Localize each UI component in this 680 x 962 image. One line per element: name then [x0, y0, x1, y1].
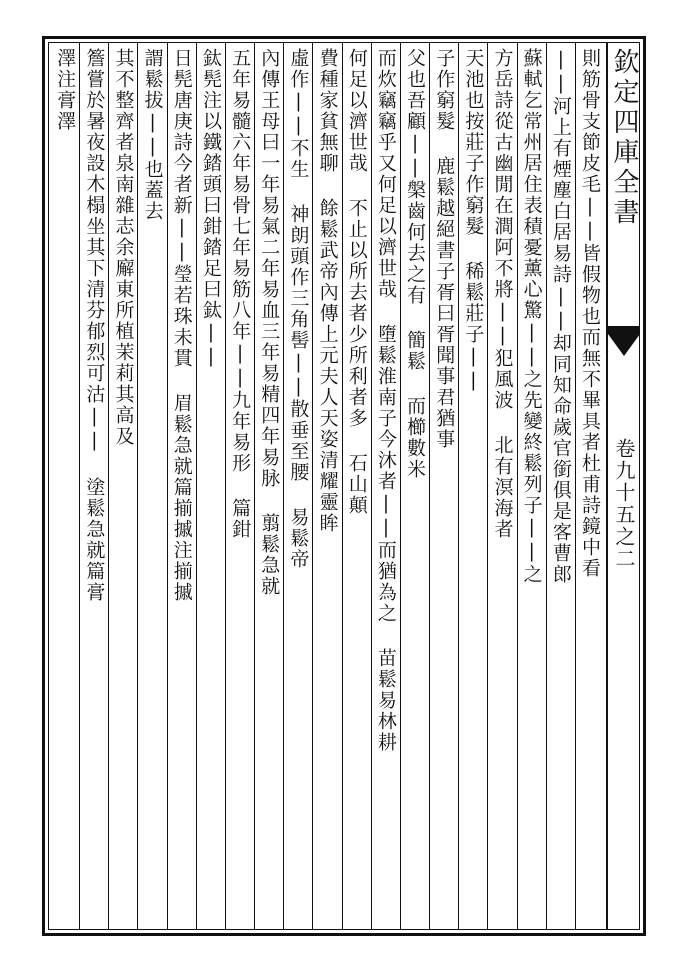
- column-rule: [429, 42, 430, 930]
- text-column: 其不整齊者泉南雜志余廨東所植茉莉其高及: [112, 48, 135, 447]
- text-column: 五年易髓六年易骨七年易筋八年||九年易形 篇鉗: [229, 48, 252, 540]
- banner-column: [606, 42, 640, 930]
- text-column: 簷嘗於暑夜設木榻坐其下清芬郁烈可沽|| 塗鬆急就篇膏: [83, 48, 106, 603]
- column-rule: [517, 42, 518, 930]
- column-rule: [312, 42, 313, 930]
- column-rule: [79, 42, 80, 930]
- text-column: 蘇軾乞常州居住表積憂薰心驚||之先變終鬆列子||之: [520, 48, 543, 585]
- text-column: 謂鬆拔||也蓋去: [141, 48, 164, 222]
- column-rule: [254, 42, 255, 930]
- column-rule: [458, 42, 459, 930]
- text-column: 父也吾顧||槃齒何去之有 簡鬆 而櫛數米: [404, 48, 427, 480]
- column-rule: [400, 42, 401, 930]
- text-column: 澤注膏澤: [54, 48, 77, 132]
- text-column: 子作窮髮 鹿鬆越絕書子胥曰胥聞事君猶事: [433, 48, 456, 450]
- text-column: 則筋骨支節皮毛||皆假物也而無不畢具者杜甫詩鏡中看: [578, 48, 601, 579]
- fishtail-mark: [608, 334, 640, 356]
- text-column: 鈦髡注以鐵錔頭曰鉗錔足曰鈦||: [199, 48, 222, 369]
- column-rule: [342, 42, 343, 930]
- column-rule: [167, 42, 168, 930]
- fishtail-mark-bar: [608, 326, 640, 334]
- text-column: 費種家貧無聊 餘鬆武帝內傳上元夫人天姿清耀靈眸: [316, 48, 339, 534]
- text-column: ||河上有煙塵白居易詩||却同知命歲官銜俱是客曹郎: [549, 48, 572, 585]
- column-rule: [371, 42, 372, 930]
- volume-number: 卷九十五之二: [612, 438, 636, 570]
- text-column: 方岳詩從古幽閒在澗阿不將||犯風波 北有溟海者: [491, 48, 514, 540]
- column-rule: [283, 42, 284, 930]
- text-column: 何足以濟世哉 不止以所去者少所利者多 石山顛: [345, 48, 368, 516]
- column-rule: [546, 42, 547, 930]
- column-rule: [137, 42, 138, 930]
- column-rule: [225, 42, 226, 930]
- book-title: 欽定四庫全書: [609, 48, 639, 228]
- column-rule: [575, 42, 576, 930]
- text-column: 內傳王母曰一年易氣二年易血三年易精四年易脉 翦鬆急就: [258, 48, 281, 597]
- text-column: 日髡唐庚詩今者新||瑩若珠未貫 眉鬆急就篇揃摵注揃摵: [170, 48, 193, 603]
- text-column: 而炊竊竊乎又何足以濟世哉 墮鬆淮南子今沐者||而猶為之 苗鬆易林耕: [374, 48, 397, 753]
- text-column: 天池也按莊子作窮髮 稀鬆莊子||: [462, 48, 485, 393]
- column-rule: [196, 42, 197, 930]
- column-rule: [487, 42, 488, 930]
- text-column: 虛作||不生 神朗頭作三角髻||散垂至腰 易鬆帝: [287, 48, 310, 570]
- column-rule: [108, 42, 109, 930]
